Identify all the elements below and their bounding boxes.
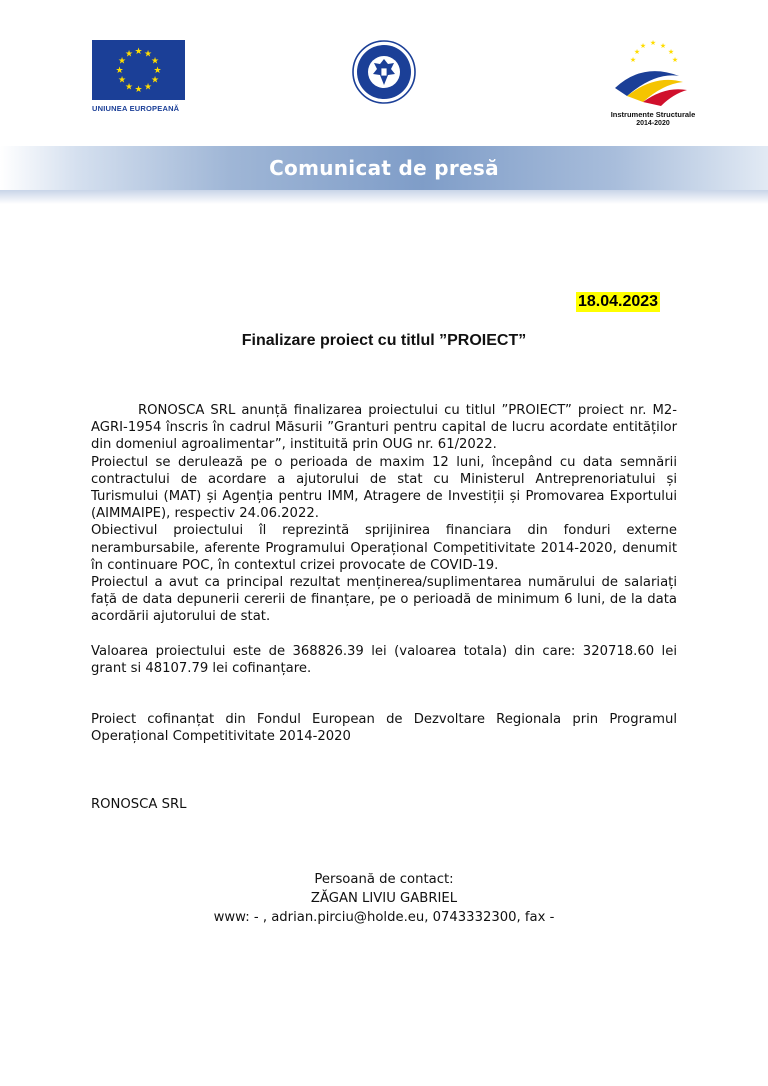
is-star-icon: ★ <box>649 39 657 47</box>
contact-details: www: - , adrian.pirciu@holde.eu, 0743332300, fax - <box>213 910 555 925</box>
eu-star-icon: ★ <box>150 56 160 67</box>
structural-instruments-period: 2014-2020 <box>636 120 670 127</box>
structural-instruments-icon <box>603 36 703 108</box>
paragraph-announcement: RONOSCA SRL anunță finalizarea proiectului cu titlul ”PROIECT” proiect nr. M2-AGRI-1954 înscris în cadrul Măsurii ”Granturi pentru capital de lucru acordate entităților din domeniul agroalimentar”, instituită prin OUG nr. 61/2022. <box>91 403 677 453</box>
contact-block <box>0 870 768 927</box>
paragraph-value: Valoarea proiectului este de 368826.39 lei (valoarea totala) din care: 320718.60 lei grant si 48107.79 lei cofinanțare. <box>91 643 677 676</box>
eu-star-icon: ★ <box>150 75 160 86</box>
eu-star-icon: ★ <box>124 82 134 93</box>
paragraph-duration: Proiectul se derulează pe o perioada de maxim 12 luni, începând cu data semnării contractului de acordare a ajutorului de stat cu Ministerul Antreprenoriatului și Turismului (MAT) și Agenția pentru IMM, Atragere de Investiții și Promovarea Exportului (AIMMAIPE), respectiv 24.06.2022. <box>91 454 677 522</box>
company-signature: RONOSCA SRL <box>91 797 187 813</box>
eu-caption: UNIUNEA EUROPEANĂ <box>92 104 180 113</box>
document-title: Finalizare proiect cu titlul ”PROIECT” <box>241 332 527 349</box>
is-star-icon: ★ <box>639 42 647 50</box>
eu-star-icon: ★ <box>117 56 127 67</box>
paragraph-result: Proiectul a avut ca principal rezultat menținerea/suplimentarea numărului de salariați față de data depunerii cererii de finanțare, pe o perioadă de minimum 6 luni, de la data acordării ajutorului de stat. <box>91 575 677 625</box>
eu-star-icon: ★ <box>143 49 153 60</box>
contact-name: ZĂGAN LIVIU GABRIEL <box>310 891 458 906</box>
paragraph-cofinancing: Proiect cofinanțat din Fondul European de Dezvoltare Regionala prin Programul Operațional Competitivitate 2014-2020 <box>91 712 677 745</box>
document-body <box>91 402 677 814</box>
eu-star-icon: ★ <box>134 47 143 57</box>
eu-star-icon: ★ <box>115 66 124 76</box>
eu-star-icon: ★ <box>117 75 127 86</box>
government-seal-icon <box>352 40 416 104</box>
is-star-icon: ★ <box>629 56 637 64</box>
publication-date: 18.04.2023 <box>578 293 659 310</box>
eu-star-icon: ★ <box>153 66 162 76</box>
structural-instruments-caption: Instrumente Structurale <box>610 110 696 119</box>
is-star-icon: ★ <box>633 48 641 56</box>
eu-logo <box>92 40 185 112</box>
eu-star-icon: ★ <box>124 49 134 60</box>
is-star-icon: ★ <box>659 42 667 50</box>
header-banner-shade <box>0 190 768 204</box>
is-star-icon: ★ <box>671 56 679 64</box>
eu-star-icon: ★ <box>143 82 153 93</box>
structural-instruments-logo <box>603 36 703 132</box>
banner-title: Comunicat de presă <box>269 156 499 180</box>
is-star-icon: ★ <box>667 48 675 56</box>
paragraph-objective: Obiectivul proiectului îl reprezintă sprijinirea financiara din fonduri externe nerambursabile, aferente Programului Operațional Competitivitate 2014-2020, denumit în continuare POC, în contextul crizei provocate de COVID-19. <box>91 523 677 573</box>
contact-label: Persoană de contact: <box>314 872 454 887</box>
eu-star-icon: ★ <box>134 85 143 95</box>
eu-flag-icon <box>92 40 185 100</box>
